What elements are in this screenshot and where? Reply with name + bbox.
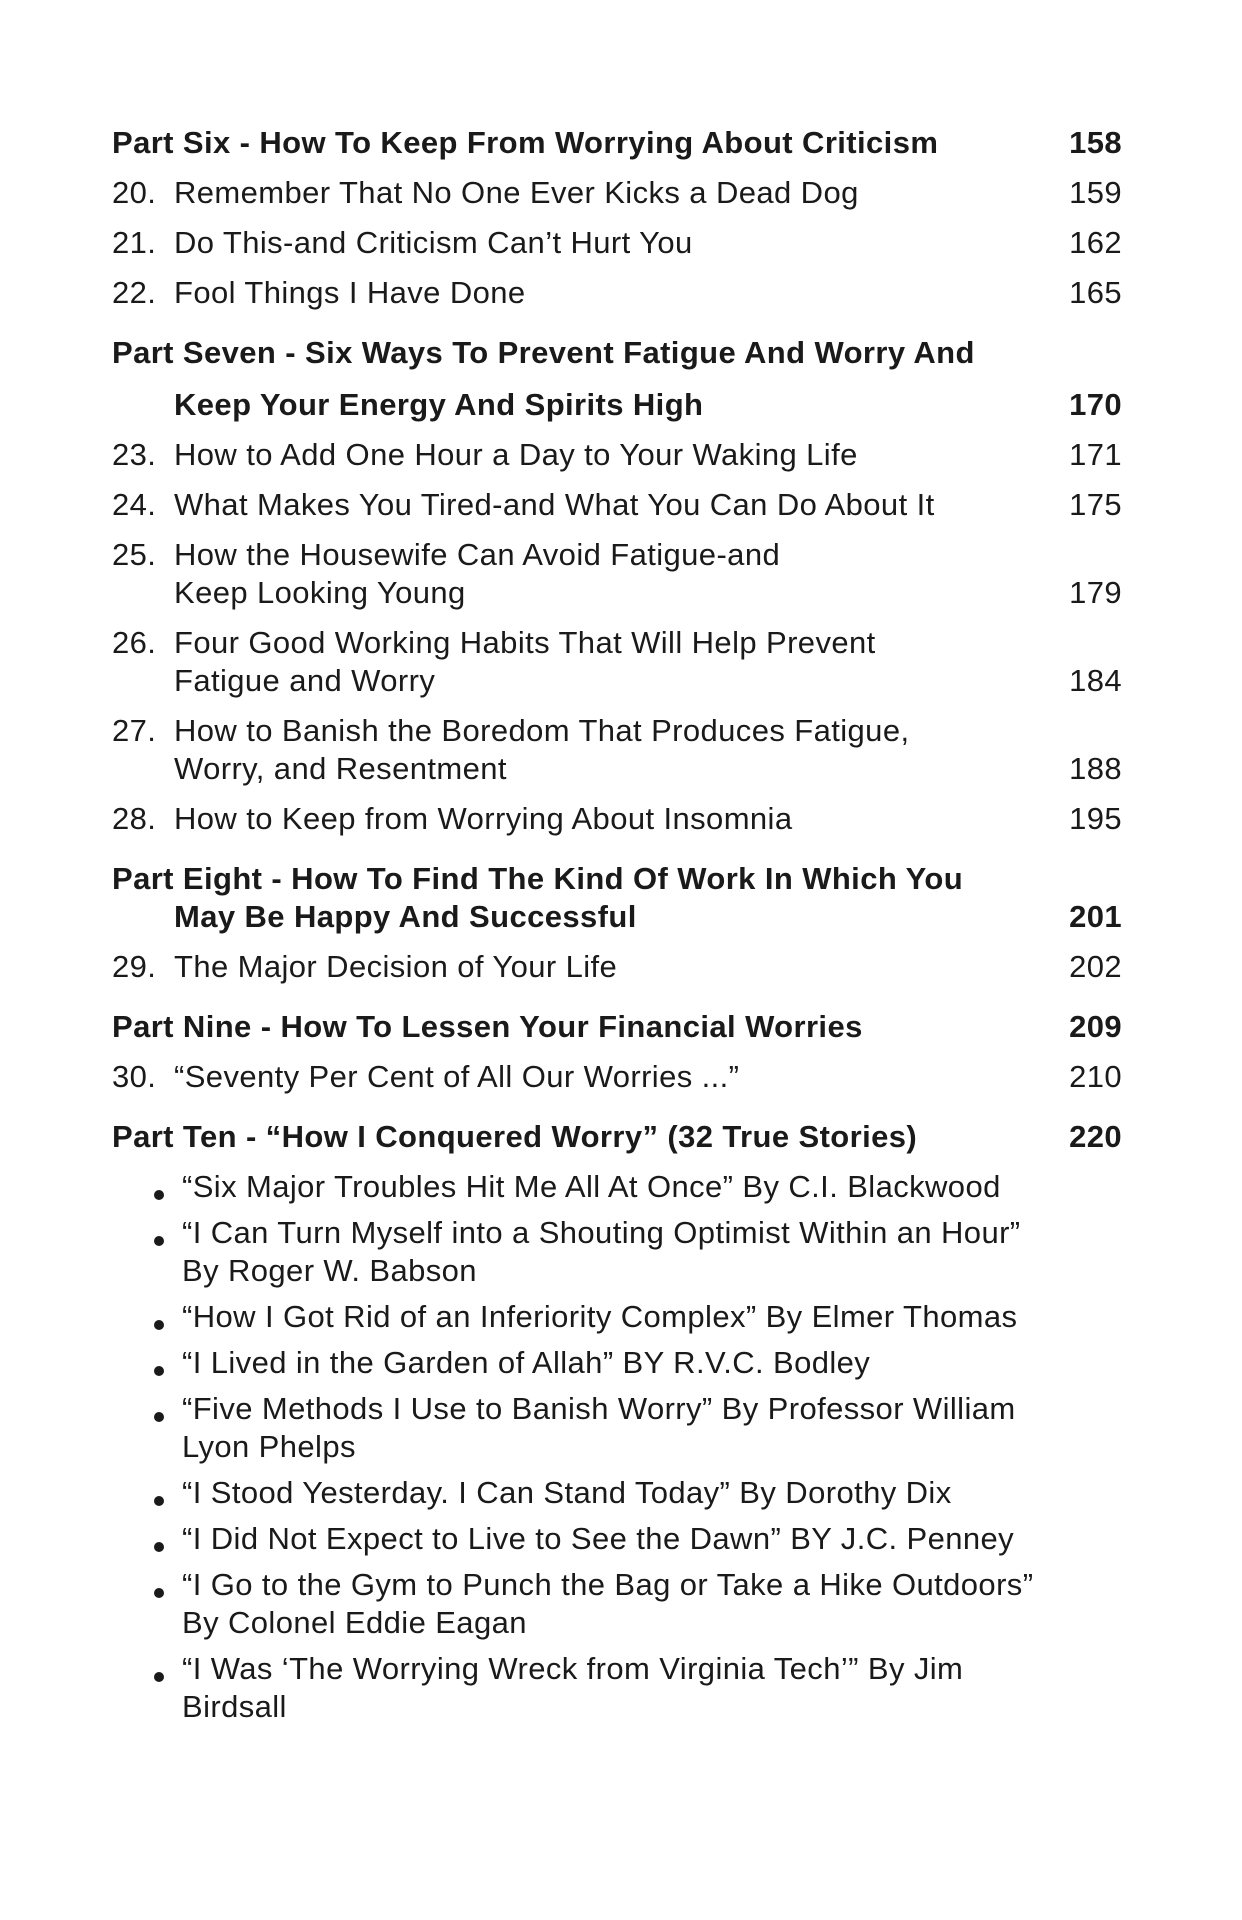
list-item <box>112 1214 1122 1290</box>
list-item <box>112 1168 1122 1206</box>
bullet-icon <box>112 1474 182 1512</box>
chapter-entry <box>112 436 1122 474</box>
bullet-icon <box>112 1566 182 1642</box>
part-title-line: Part Eight - How To Find The Kind Of Work In Which You <box>112 861 964 896</box>
list-item <box>112 1650 1122 1726</box>
part-title-line: May Be Happy And Successful <box>174 899 637 934</box>
list-item <box>112 1520 1122 1558</box>
chapter-entry <box>112 712 1122 788</box>
chapter-page-number: 188 <box>1069 751 1122 786</box>
story-line: “I Go to the Gym to Punch the Bag or Take a Hike Outdoors” <box>182 1567 1034 1602</box>
bullet-icon <box>112 1344 182 1382</box>
chapter-title-line: Four Good Working Habits That Will Help Prevent <box>174 625 876 660</box>
list-item <box>112 1566 1122 1642</box>
bullet-icon <box>112 1298 182 1336</box>
chapter-number: 23. <box>112 437 157 472</box>
part-heading <box>112 334 1122 424</box>
part-title: Part Nine - How To Lessen Your Financial Worries <box>112 1009 863 1044</box>
chapter-page-number: 159 <box>1069 175 1122 210</box>
chapter-title: How to Keep from Worrying About Insomnia <box>174 801 793 836</box>
part-title-line: Part Seven - Six Ways To Prevent Fatigue And Worry And <box>112 335 975 370</box>
story-line: “Five Methods I Use to Banish Worry” By Professor William <box>182 1391 1016 1426</box>
chapter-title-line: How to Banish the Boredom That Produces Fatigue, <box>174 713 910 748</box>
chapter-entry <box>112 536 1122 612</box>
story-line: “I Stood Yesterday. I Can Stand Today” By Dorothy Dix <box>182 1475 952 1510</box>
chapter-title-line: How the Housewife Can Avoid Fatigue-and <box>174 537 781 572</box>
chapter-number: 30. <box>112 1059 157 1094</box>
chapter-number: 24. <box>112 487 157 522</box>
part-page-number: 170 <box>1069 387 1122 422</box>
chapter-page-number: 175 <box>1069 487 1122 522</box>
chapter-title-line: Keep Looking Young <box>174 575 466 610</box>
chapter-page-number: 162 <box>1069 225 1122 260</box>
story-line: “Six Major Troubles Hit Me All At Once” By C.I. Blackwood <box>182 1169 1001 1204</box>
chapter-number: 26. <box>112 625 157 660</box>
part-title: Part Six - How To Keep From Worrying About Criticism <box>112 125 939 160</box>
bullet-icon <box>112 1390 182 1466</box>
part-heading <box>112 1118 1122 1156</box>
list-item <box>112 1344 1122 1382</box>
part-title-line: Keep Your Energy And Spirits High <box>174 387 704 422</box>
bullet-icon <box>112 1168 182 1206</box>
chapter-page-number: 165 <box>1069 275 1122 310</box>
chapter-number: 20. <box>112 175 157 210</box>
chapter-entry <box>112 174 1122 212</box>
chapter-title: “Seventy Per Cent of All Our Worries ...” <box>174 1059 740 1094</box>
part-heading <box>112 1008 1122 1046</box>
chapter-title: How to Add One Hour a Day to Your Waking Life <box>174 437 858 472</box>
story-line: “I Lived in the Garden of Allah” BY R.V.C. Bodley <box>182 1345 871 1380</box>
chapter-title: Fool Things I Have Done <box>174 275 526 310</box>
chapter-page-number: 195 <box>1069 801 1122 836</box>
chapter-page-number: 184 <box>1069 663 1122 698</box>
chapter-page-number: 202 <box>1069 949 1122 984</box>
chapter-entry <box>112 274 1122 312</box>
list-item <box>112 1298 1122 1336</box>
chapter-number: 28. <box>112 801 157 836</box>
list-item <box>112 1474 1122 1512</box>
chapter-entry <box>112 800 1122 838</box>
chapter-title: What Makes You Tired-and What You Can Do About It <box>174 487 935 522</box>
part-page-number: 220 <box>1069 1119 1122 1154</box>
part-title: Part Ten - “How I Conquered Worry” (32 True Stories) <box>112 1119 918 1154</box>
chapter-number: 22. <box>112 275 157 310</box>
chapter-title-line: Fatigue and Worry <box>174 663 436 698</box>
part-heading <box>112 124 1122 162</box>
story-line: Birdsall <box>182 1689 287 1724</box>
chapter-page-number: 179 <box>1069 575 1122 610</box>
chapter-entry <box>112 224 1122 262</box>
bullet-icon <box>112 1520 182 1558</box>
part-page-number: 209 <box>1069 1009 1122 1044</box>
list-item <box>112 1390 1122 1466</box>
chapter-number: 25. <box>112 537 157 572</box>
story-line: “How I Got Rid of an Inferiority Complex” By Elmer Thomas <box>182 1299 1018 1334</box>
chapter-page-number: 171 <box>1069 437 1122 472</box>
chapter-title: Do This-and Criticism Can’t Hurt You <box>174 225 693 260</box>
bullet-icon <box>112 1214 182 1290</box>
chapter-entry <box>112 1058 1122 1096</box>
chapter-entry <box>112 624 1122 700</box>
story-line: “I Can Turn Myself into a Shouting Optimist Within an Hour” <box>182 1215 1021 1250</box>
true-stories-list <box>112 1168 1122 1726</box>
part-page-number: 158 <box>1069 125 1122 160</box>
chapter-title: The Major Decision of Your Life <box>174 949 618 984</box>
story-line: “I Did Not Expect to Live to See the Dawn” BY J.C. Penney <box>182 1521 1015 1556</box>
chapter-number: 21. <box>112 225 157 260</box>
chapter-page-number: 210 <box>1069 1059 1122 1094</box>
chapter-number: 27. <box>112 713 157 748</box>
story-line: “I Was ‘The Worrying Wreck from Virginia Tech’” By Jim <box>182 1651 964 1686</box>
part-heading <box>112 860 1122 936</box>
part-page-number: 201 <box>1069 899 1122 934</box>
story-line: Lyon Phelps <box>182 1429 356 1464</box>
story-line: By Colonel Eddie Eagan <box>182 1605 527 1640</box>
chapter-number: 29. <box>112 949 157 984</box>
bullet-icon <box>112 1650 182 1726</box>
chapter-title-line: Worry, and Resentment <box>174 751 507 786</box>
table-of-contents <box>112 124 1122 1734</box>
chapter-entry <box>112 948 1122 986</box>
story-line: By Roger W. Babson <box>182 1253 477 1288</box>
chapter-title: Remember That No One Ever Kicks a Dead Dog <box>174 175 859 210</box>
chapter-entry <box>112 486 1122 524</box>
